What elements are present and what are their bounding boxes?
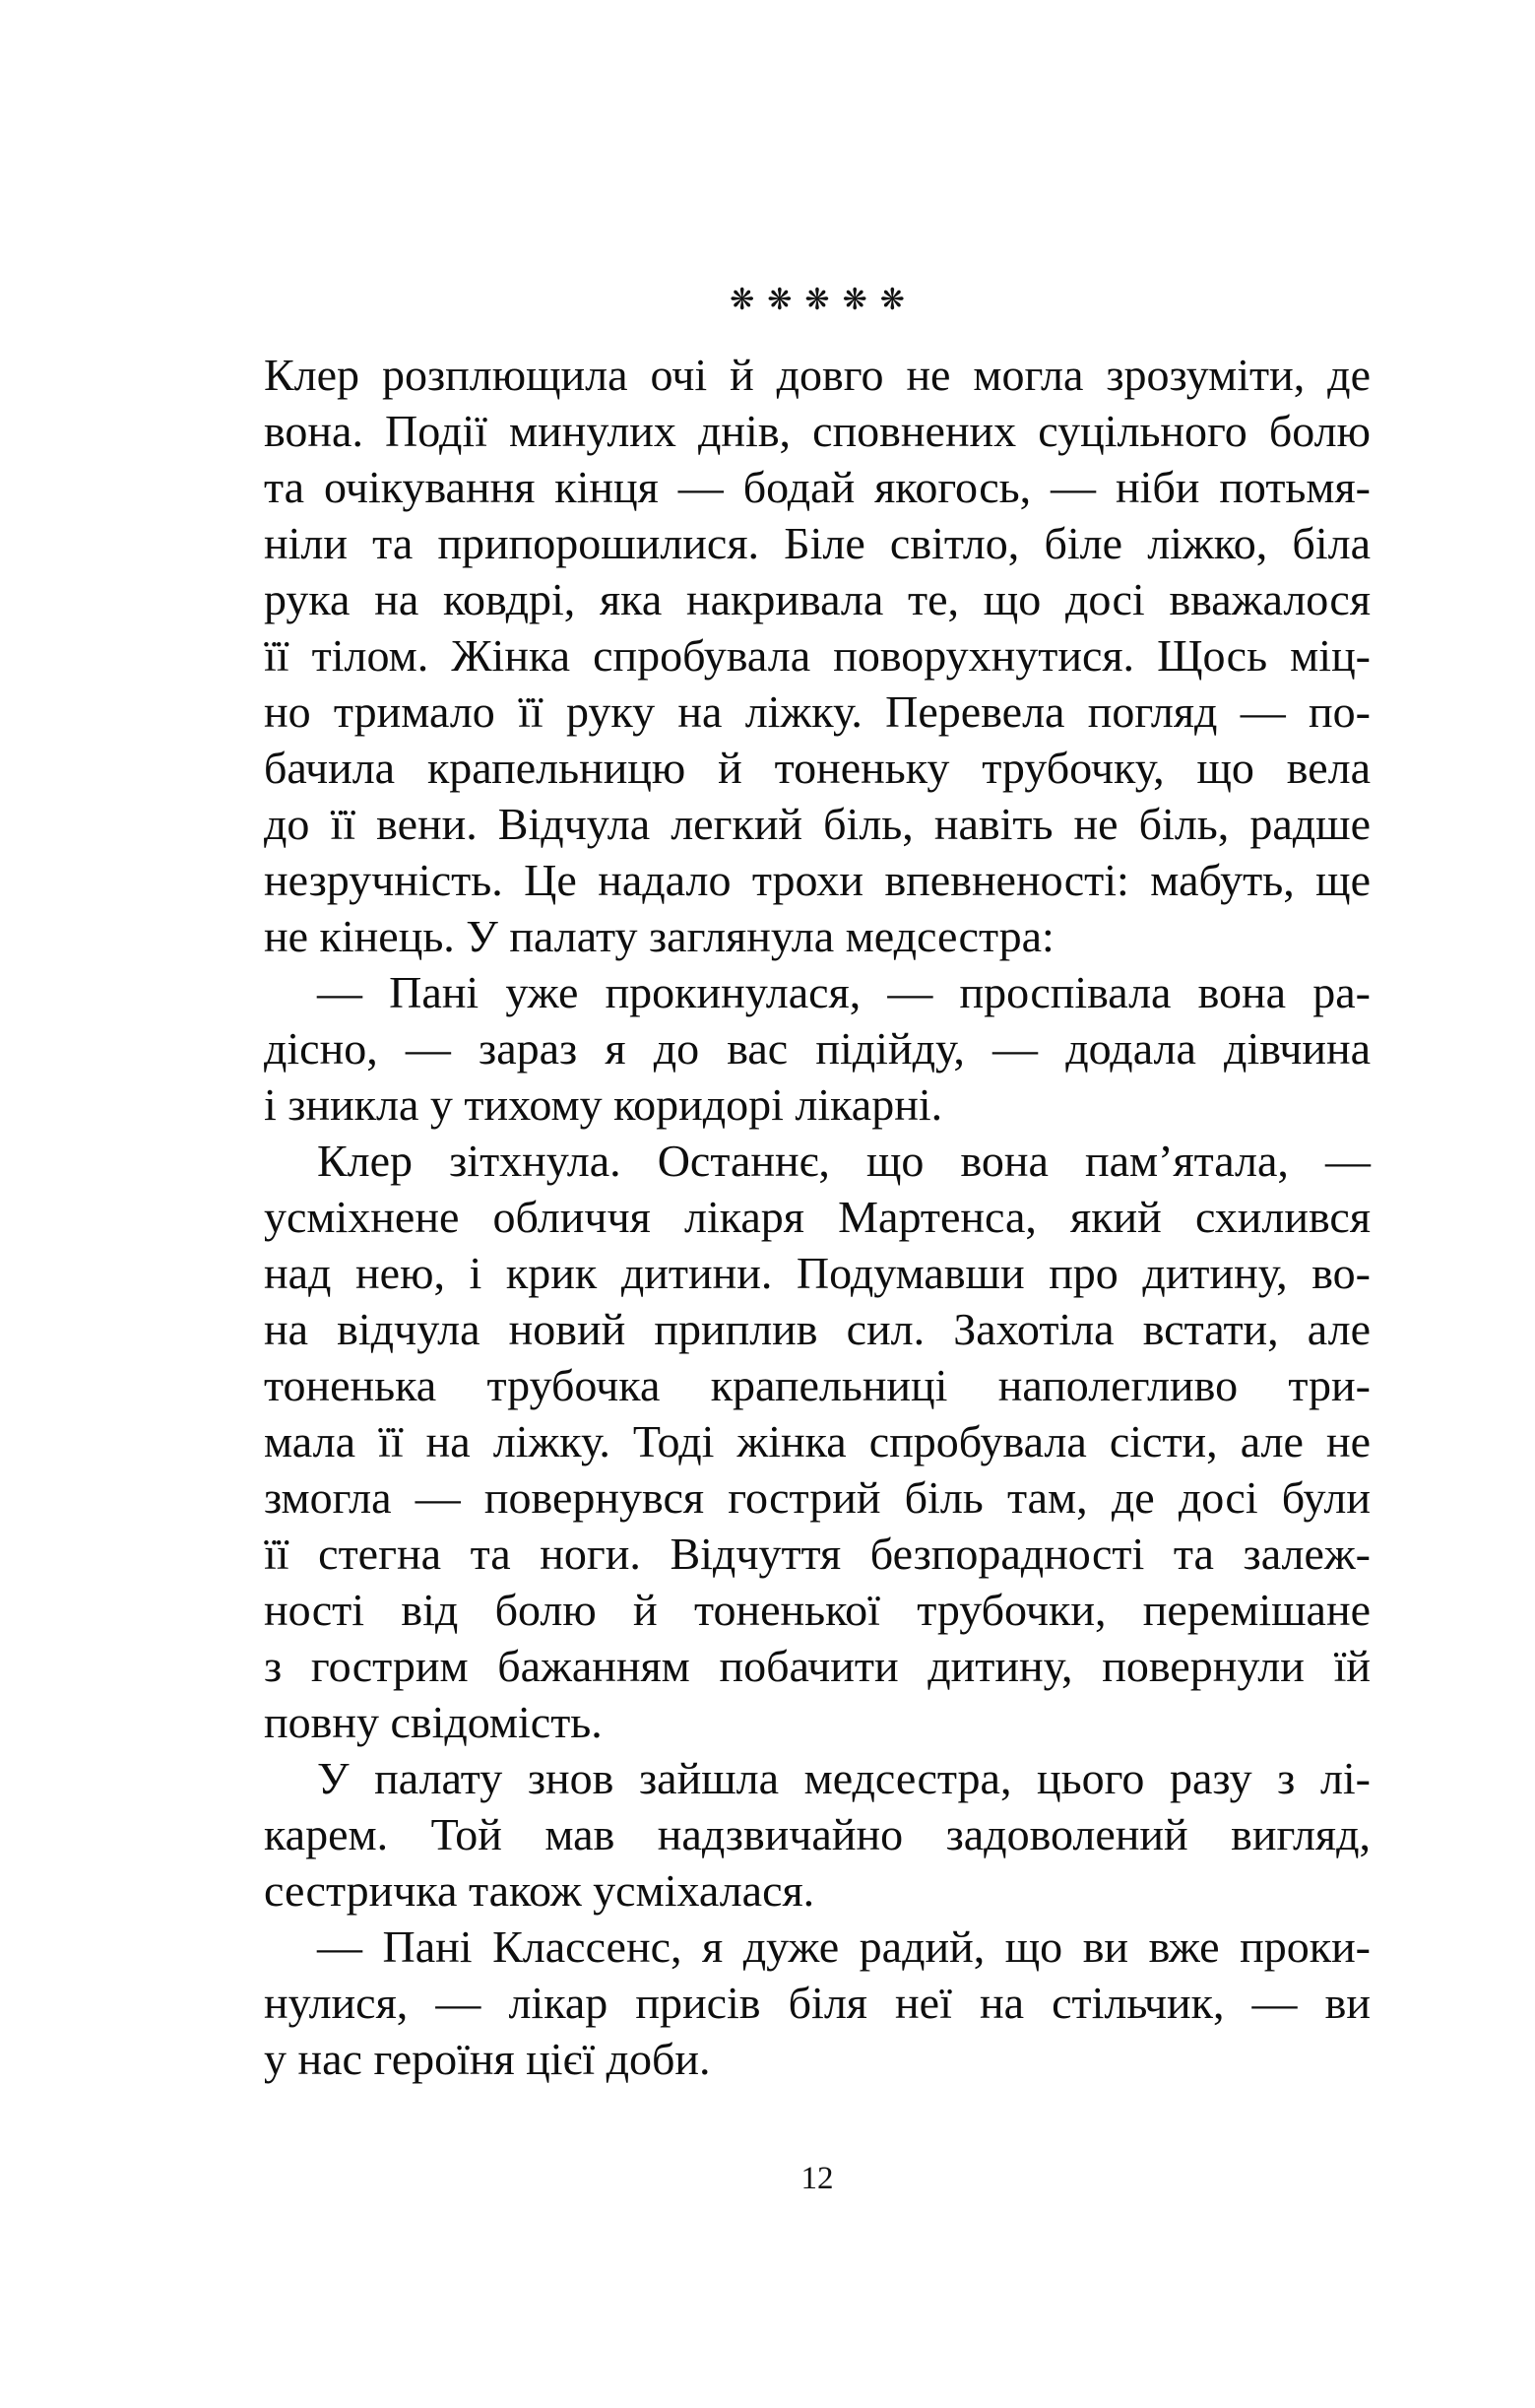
body-text	[264, 347, 1371, 2087]
text-line: змогла — повернувся гострий біль там, де досі були	[264, 1472, 1371, 1523]
text-line: вона. Події минулих днів, сповнених суцільного болю	[264, 406, 1371, 456]
text-line: та очікування кінця — бодай якогось, — ніби потьмя-	[264, 462, 1371, 512]
text-line: ніли та припорошилися. Біле світло, біле ліжко, біла	[264, 518, 1371, 568]
page-number: 12	[800, 2161, 834, 2196]
text-line: сестричка також усміхалася.	[264, 1865, 815, 1916]
text-line: усміхнене обличчя лікаря Мартенса, який схилився	[264, 1192, 1371, 1242]
text-line: над нею, і крик дитини. Подумавши про дитину, во-	[264, 1248, 1371, 1298]
text-line: на відчула новий приплив сил. Захотіла встати, але	[264, 1304, 1371, 1354]
text-line: но тримало її руку на ліжку. Перевела погляд — по-	[264, 686, 1371, 737]
text-line: нулися, — лікар присів біля неї на стільчик, — ви	[264, 1978, 1371, 2028]
paragraph	[264, 347, 1371, 964]
text-line: — Пані уже прокинулася, — проспівала вона ра-	[317, 967, 1371, 1017]
text-line: до її вени. Відчула легкий біль, навіть не біль, радше	[264, 799, 1371, 849]
text-line: ності від болю й тоненької трубочки, перемішане	[264, 1585, 1371, 1635]
text-line: У палату знов зайшла медсестра, цього разу з лі-	[317, 1753, 1371, 1803]
text-line: з гострим бажанням побачити дитину, повернули їй	[264, 1641, 1371, 1691]
text-line: і зникла у тихому коридорі лікарні.	[264, 1079, 943, 1130]
paragraph	[264, 1750, 1371, 1919]
text-line: рука на ковдрі, яка накривала те, що досі вважалося	[264, 574, 1371, 624]
text-line: — Пані Классенс, я дуже радий, що ви вже проки-	[317, 1921, 1371, 1972]
text-line: бачила крапельницю й тоненьку трубочку, що вела	[264, 743, 1371, 793]
text-line: карем. Той мав надзвичайно задоволений вигляд,	[264, 1809, 1371, 1859]
paragraph	[264, 964, 1371, 1133]
text-line: у нас героїня цієї доби.	[264, 2034, 711, 2084]
text-line: тоненька трубочка крапельниці наполегливо три-	[264, 1360, 1371, 1410]
text-line: незручність. Це надало трохи впевненості: мабуть, ще	[264, 855, 1371, 905]
paragraph	[264, 1133, 1371, 1750]
text-line: мала її на ліжку. Тоді жінка спробувала сісти, але не	[264, 1416, 1371, 1466]
text-line: її стегна та ноги. Відчуття безпорадності та залеж-	[264, 1529, 1371, 1579]
text-line: повну свідомість.	[264, 1697, 603, 1747]
paragraph	[264, 1919, 1371, 2087]
text-line: Клер розплющила очі й довго не могла зрозуміти, де	[264, 350, 1371, 400]
scene-break-separator: ❋❋❋❋❋	[730, 283, 918, 317]
text-line: дісно, — зараз я до вас підійду, — додала дівчина	[264, 1023, 1371, 1074]
text-line: не кінець. У палату заглянула медсестра:	[264, 911, 1055, 961]
page-content	[264, 0, 1371, 2087]
text-line: Клер зітхнула. Останнє, що вона пам’ятала, —	[317, 1136, 1371, 1186]
text-line: її тілом. Жінка спробувала поворухнутися. Щось міц-	[264, 630, 1371, 681]
